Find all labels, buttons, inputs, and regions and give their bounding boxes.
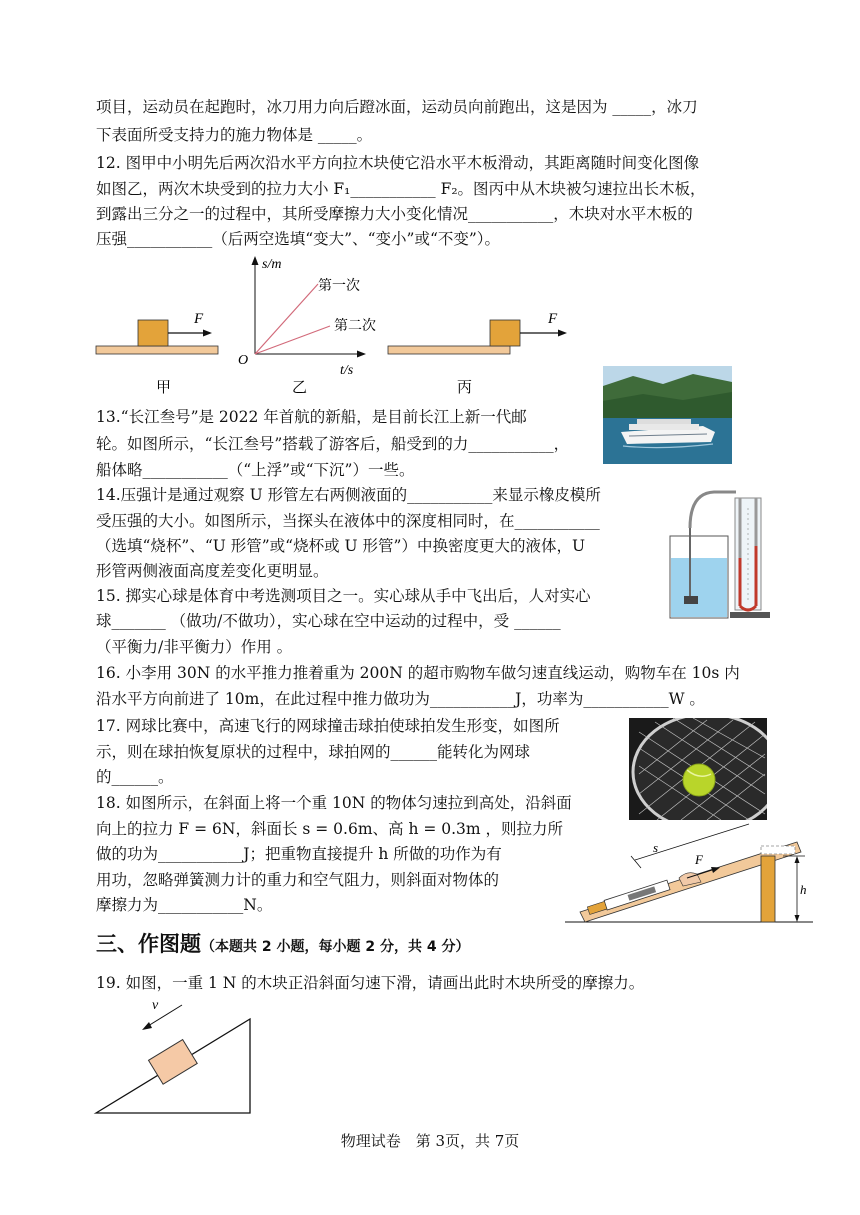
board bbox=[96, 346, 218, 354]
text-line: 沿水平方向前进了 10m，在此过程中推力做功为___________J，功率为___________W 。 bbox=[96, 690, 705, 708]
text-line: 示，则在球拍恢复原状的过程中，球拍网的______能转化为网球 bbox=[96, 743, 531, 761]
incline-figure-19 bbox=[90, 995, 260, 1120]
support-post bbox=[761, 856, 775, 922]
wood-block bbox=[490, 320, 520, 346]
arrow-icon bbox=[558, 330, 567, 337]
text-line: 压强___________（后两空选填“变大”、“变小”或“不变”）。 bbox=[96, 230, 501, 248]
text-line: 19. 如图，一重 1 N 的木块正沿斜面匀速下滑，请画出此时木块所受的摩擦力。 bbox=[96, 974, 645, 992]
pressure-gauge-figure bbox=[668, 488, 778, 628]
velocity-label: v bbox=[152, 998, 159, 1013]
figure-jia bbox=[90, 300, 230, 400]
force-label: F bbox=[194, 311, 204, 327]
force-label: F bbox=[695, 852, 703, 867]
page-footer: 物理试卷 第 3页，共 7页 bbox=[340, 1132, 520, 1150]
force-label: F bbox=[548, 311, 558, 327]
text-line: 摩擦力为___________N。 bbox=[96, 896, 273, 914]
text-line: 向上的拉力 F = 6N，斜面长 s = 0.6m、高 h = 0.3m ，则拉力所 bbox=[96, 820, 564, 838]
text-line: 到露出三分之一的过程中，其所受摩擦力大小变化情况___________，木块对水平木板的 bbox=[96, 205, 693, 223]
section-note: （本题共 2 小题，每小题 2 分，共 4 分） bbox=[201, 939, 470, 955]
text-line: 做的功为___________J；把重物直接提升 h 所做的功作为有 bbox=[96, 845, 502, 863]
slope-length-label: s bbox=[653, 840, 659, 855]
caption: 甲 bbox=[156, 378, 172, 396]
figure-bing bbox=[385, 300, 585, 400]
text-line: 项目，运动员在起跑时，冰刀用力向后蹬冰面，运动员向前跑出，这是因为 _____，冰刀 bbox=[96, 98, 698, 116]
text-line: 的______。 bbox=[96, 768, 174, 786]
incline-figure-18 bbox=[565, 812, 815, 928]
text-line: 轮。如图所示，“长江叁号”搭载了游客后，船受到的力___________， bbox=[96, 435, 570, 453]
graph-line-first bbox=[255, 284, 318, 354]
text-line: 受压强的大小。如图所示，当探头在液体中的深度相同时，在___________ bbox=[96, 512, 600, 530]
y-axis-label: s/m bbox=[262, 257, 282, 272]
text-line: 如图乙，两次木块受到的拉力大小 F₁___________ F₂。图丙中从木块被匀速拉出长木板， bbox=[96, 180, 706, 198]
figure-yi bbox=[230, 250, 400, 400]
section-title: 三、作图题 bbox=[96, 932, 201, 956]
text-line: 14.压强计是通过观察 U 形管左右两侧液面的___________来显示橡皮模所 bbox=[96, 486, 601, 504]
text-line: 13.“长江叁号”是 2022 年首航的新船，是目前长江上新一代邮 bbox=[96, 408, 527, 426]
caption: 乙 bbox=[292, 378, 308, 396]
text-line: 12. 图甲中小明先后两次沿水平方向拉木块使它沿水平木板滑动，其距离随时间变化图像 bbox=[96, 154, 700, 172]
text-line: 形管两侧液面高度差变化更明显。 bbox=[96, 562, 329, 580]
text-line: 17. 网球比赛中，高速飞行的网球撞击球拍使球拍发生形变，如图所 bbox=[96, 717, 560, 735]
height-label: h bbox=[800, 882, 807, 897]
text-line: 下表面所受支持力的施力物体是 _____。 bbox=[96, 126, 373, 144]
text-line: 18. 如图所示，在斜面上将一个重 10N 的物体匀速拉到高处，沿斜面 bbox=[96, 794, 572, 812]
text-line: 船体略___________（“上浮”或“下沉”）一些。 bbox=[96, 461, 415, 479]
text-line: （选填“烧杯”、“U 形管”或“烧杯或 U 形管”）中换密度更大的液体，U bbox=[96, 537, 586, 555]
ship-photo bbox=[603, 366, 732, 464]
text-line: 用功，忽略弹簧测力计的重力和空气阻力，则斜面对物体的 bbox=[96, 871, 500, 889]
wood-block bbox=[138, 320, 168, 346]
graph-line-second bbox=[255, 326, 330, 354]
board bbox=[388, 346, 510, 354]
line-label-second: 第二次 bbox=[334, 318, 376, 334]
arrow-icon bbox=[203, 330, 212, 337]
text-line: 15. 掷实心球是体育中考选测项目之一。实心球从手中飞出后，人对实心 bbox=[96, 587, 591, 605]
text-line: 16. 小李用 30N 的水平推力推着重为 200N 的超市购物车做匀速直线运动，购物车在 10s 内 bbox=[96, 664, 740, 682]
caption: 丙 bbox=[457, 378, 473, 396]
origin-label: O bbox=[238, 353, 249, 368]
x-axis-label: t/s bbox=[340, 363, 354, 378]
text-line: （平衡力/非平衡力）作用 。 bbox=[96, 638, 293, 656]
section-heading bbox=[96, 928, 469, 958]
line-label-first: 第一次 bbox=[318, 278, 360, 294]
velocity-arrow-icon bbox=[142, 1022, 152, 1030]
text-line: 球_______ （做功/不做功），实心球在空中运动的过程中，受 ______ bbox=[96, 612, 561, 630]
tennis-racket-photo bbox=[629, 718, 767, 820]
